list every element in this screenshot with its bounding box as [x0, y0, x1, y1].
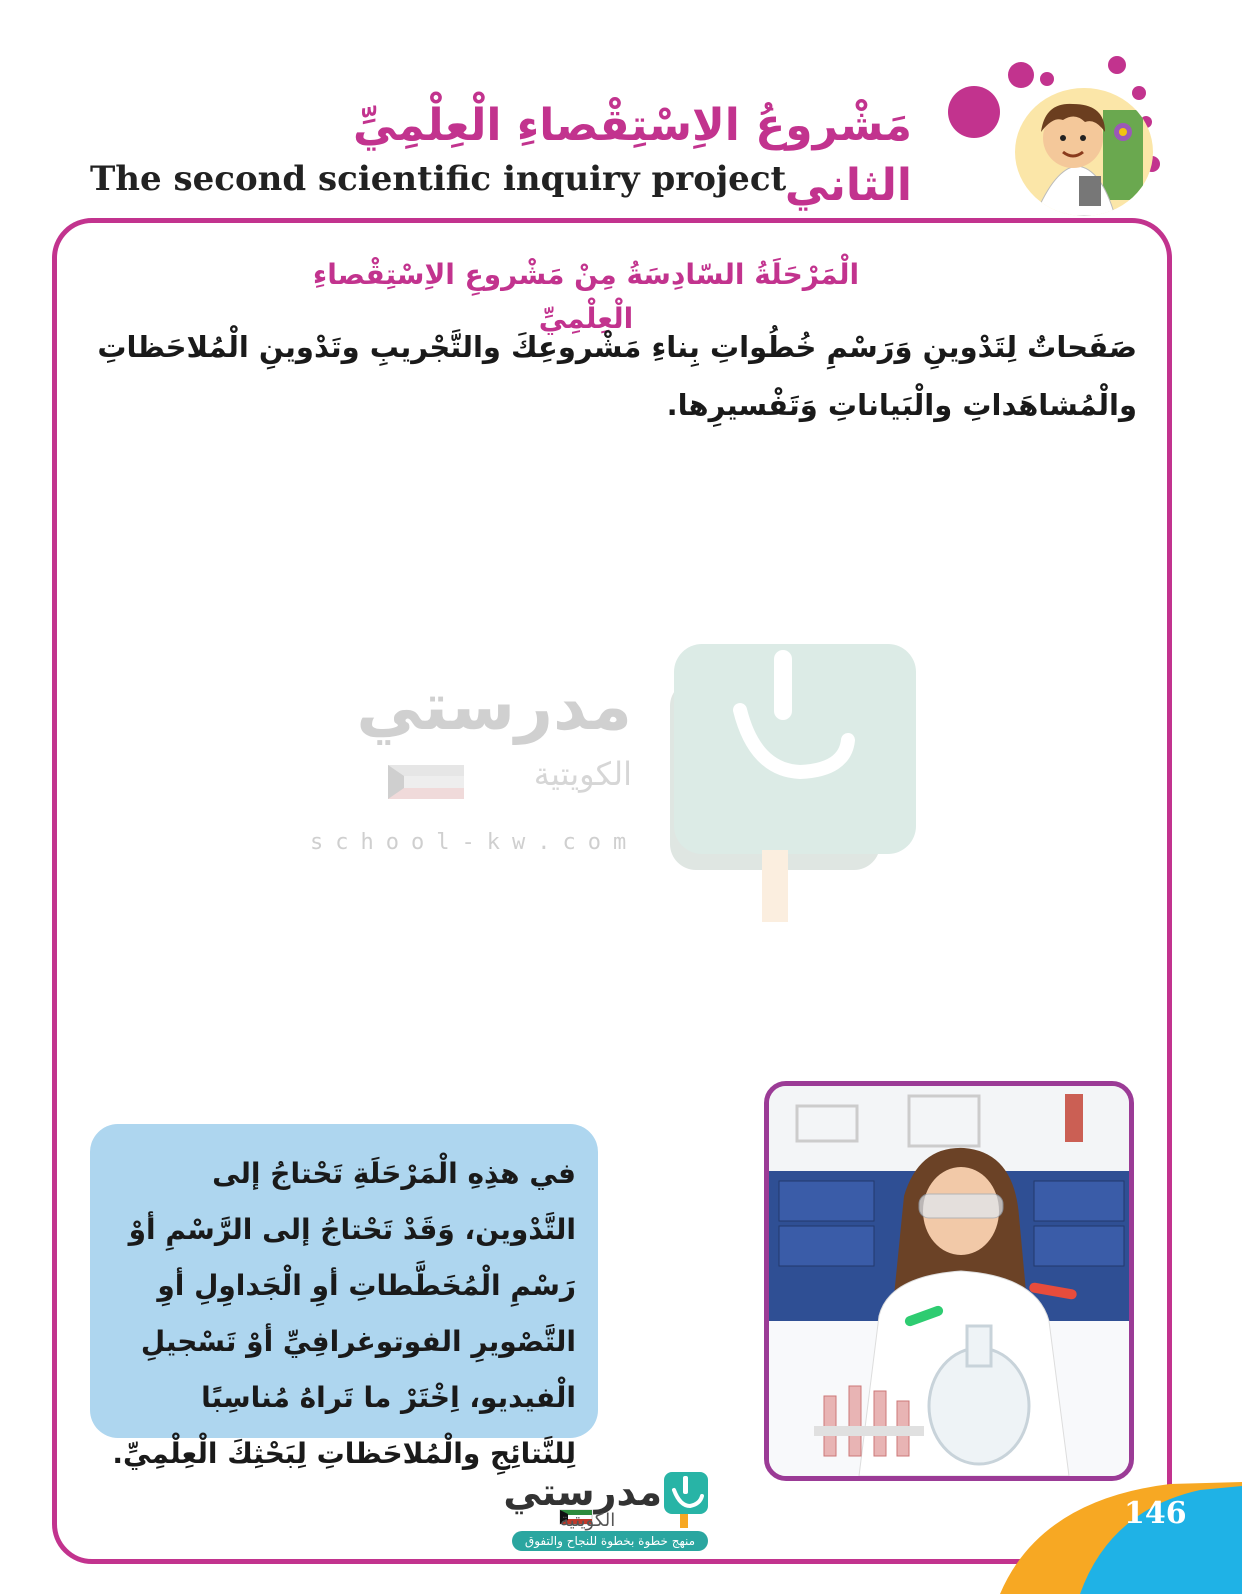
- page-number: 146: [1124, 1496, 1187, 1531]
- page-corner-decoration: [1000, 1470, 1242, 1594]
- instruction-note: في هذِهِ الْمَرْحَلَةِ تَحْتاجُ إلى التَّدْوين، وَقَدْ تَحْتاجُ إلى الرَّسْمِ أوْ رَسْمِ الْمُخَطَّطاتِ أوِ الْجَداوِلِ أوِ التَّصْويرِ الفوتوغرافِيِّ أوْ تَسْجيلِ الْفيديو، اِخْتَرْ ما تَراهُ مُناسِبًا لِلنَّتائِجِ والْمُلاحَظاتِ لِبَحْثِكَ الْعِلْمِيِّ.: [90, 1124, 598, 1438]
- decor-dot: [1132, 86, 1146, 100]
- decor-dot: [1008, 62, 1034, 88]
- watermark-subtitle: الكويتية: [533, 755, 632, 793]
- footer-logo-subtitle: الكويتية: [560, 1510, 616, 1531]
- decor-dot: [1040, 72, 1054, 86]
- decor-dot: [948, 86, 1000, 138]
- stage-heading: الْمَرْحَلَةُ السّادِسَةُ مِنْ مَشْروعِ الاِسْتِقْصاءِ الْعِلْمِيِّ: [312, 258, 860, 335]
- page-title-arabic: مَشْروعُ الاِسْتِقْصاءِ الْعِلْمِيِّ الثاني: [353, 100, 912, 211]
- footer-slogan: منهج خطوة بخطوة للنجاح والتفوق: [512, 1531, 708, 1551]
- scientist-mascot: [1015, 88, 1153, 216]
- footer-logo-name: مدرستي: [503, 1470, 662, 1514]
- watermark-url: school-kw.com: [310, 830, 639, 855]
- decor-dot: [1108, 56, 1126, 74]
- watermark-name: مدرستي: [356, 668, 632, 745]
- page-title-english: The second scientific inquiry project: [90, 159, 787, 199]
- girl-lab-photo: [764, 1081, 1134, 1481]
- stage-description: صَفَحاتٌ لِتَدْوينِ وَرَسْمِ خُطُواتِ بِناءِ مَشْروعِكَ والتَّجْريبِ وتَدْوينِ الْمُلاحَظاتِ والْمُشاهَداتِ والْبَياناتِ وَتَفْسيرِها.: [97, 330, 1137, 422]
